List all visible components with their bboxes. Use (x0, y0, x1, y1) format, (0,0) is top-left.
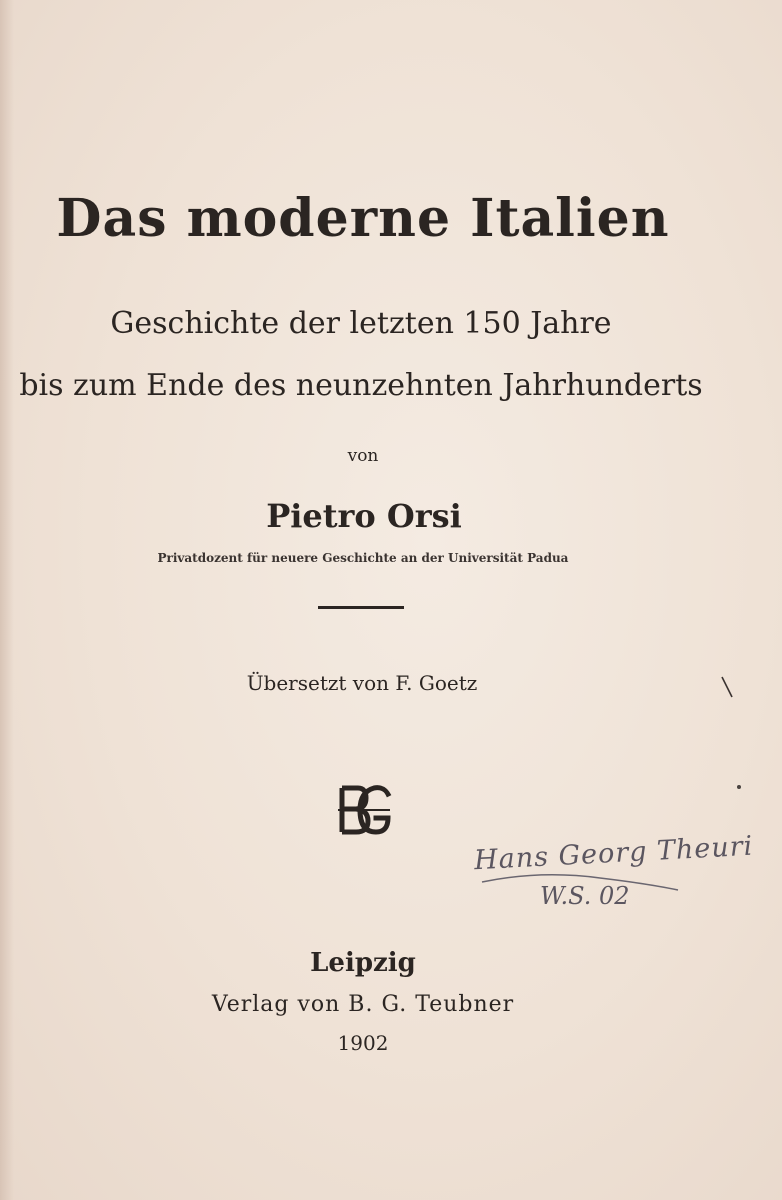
handwritten-date: W.S. 02 (540, 882, 630, 910)
publisher-name: Verlag von B. G. Teubner (211, 992, 515, 1017)
author-name: Pietro Orsi (266, 497, 462, 535)
subtitle-line-2: bis zum Ende des neunzehnten Jahrhunderts (19, 368, 703, 403)
translator-line: Übersetzt von F. Goetz (246, 671, 478, 695)
bg-monogram-icon (336, 782, 392, 838)
publication-city: Leipzig (310, 948, 416, 978)
book-title: Das moderne Italien (56, 188, 670, 249)
subtitle-line-1: Geschichte der letzten 150 Jahre (110, 306, 612, 341)
page-spine-shadow (0, 0, 14, 1200)
divider-rule (318, 606, 404, 609)
ink-speck (735, 783, 743, 791)
author-affiliation: Privatdozent für neuere Geschichte an der Universität Padua (157, 551, 569, 565)
handwritten-owner-name: Hans Georg Theuri (473, 830, 754, 877)
pencil-mark (720, 675, 734, 699)
publication-year: 1902 (337, 1031, 389, 1055)
by-label: von (347, 446, 379, 466)
